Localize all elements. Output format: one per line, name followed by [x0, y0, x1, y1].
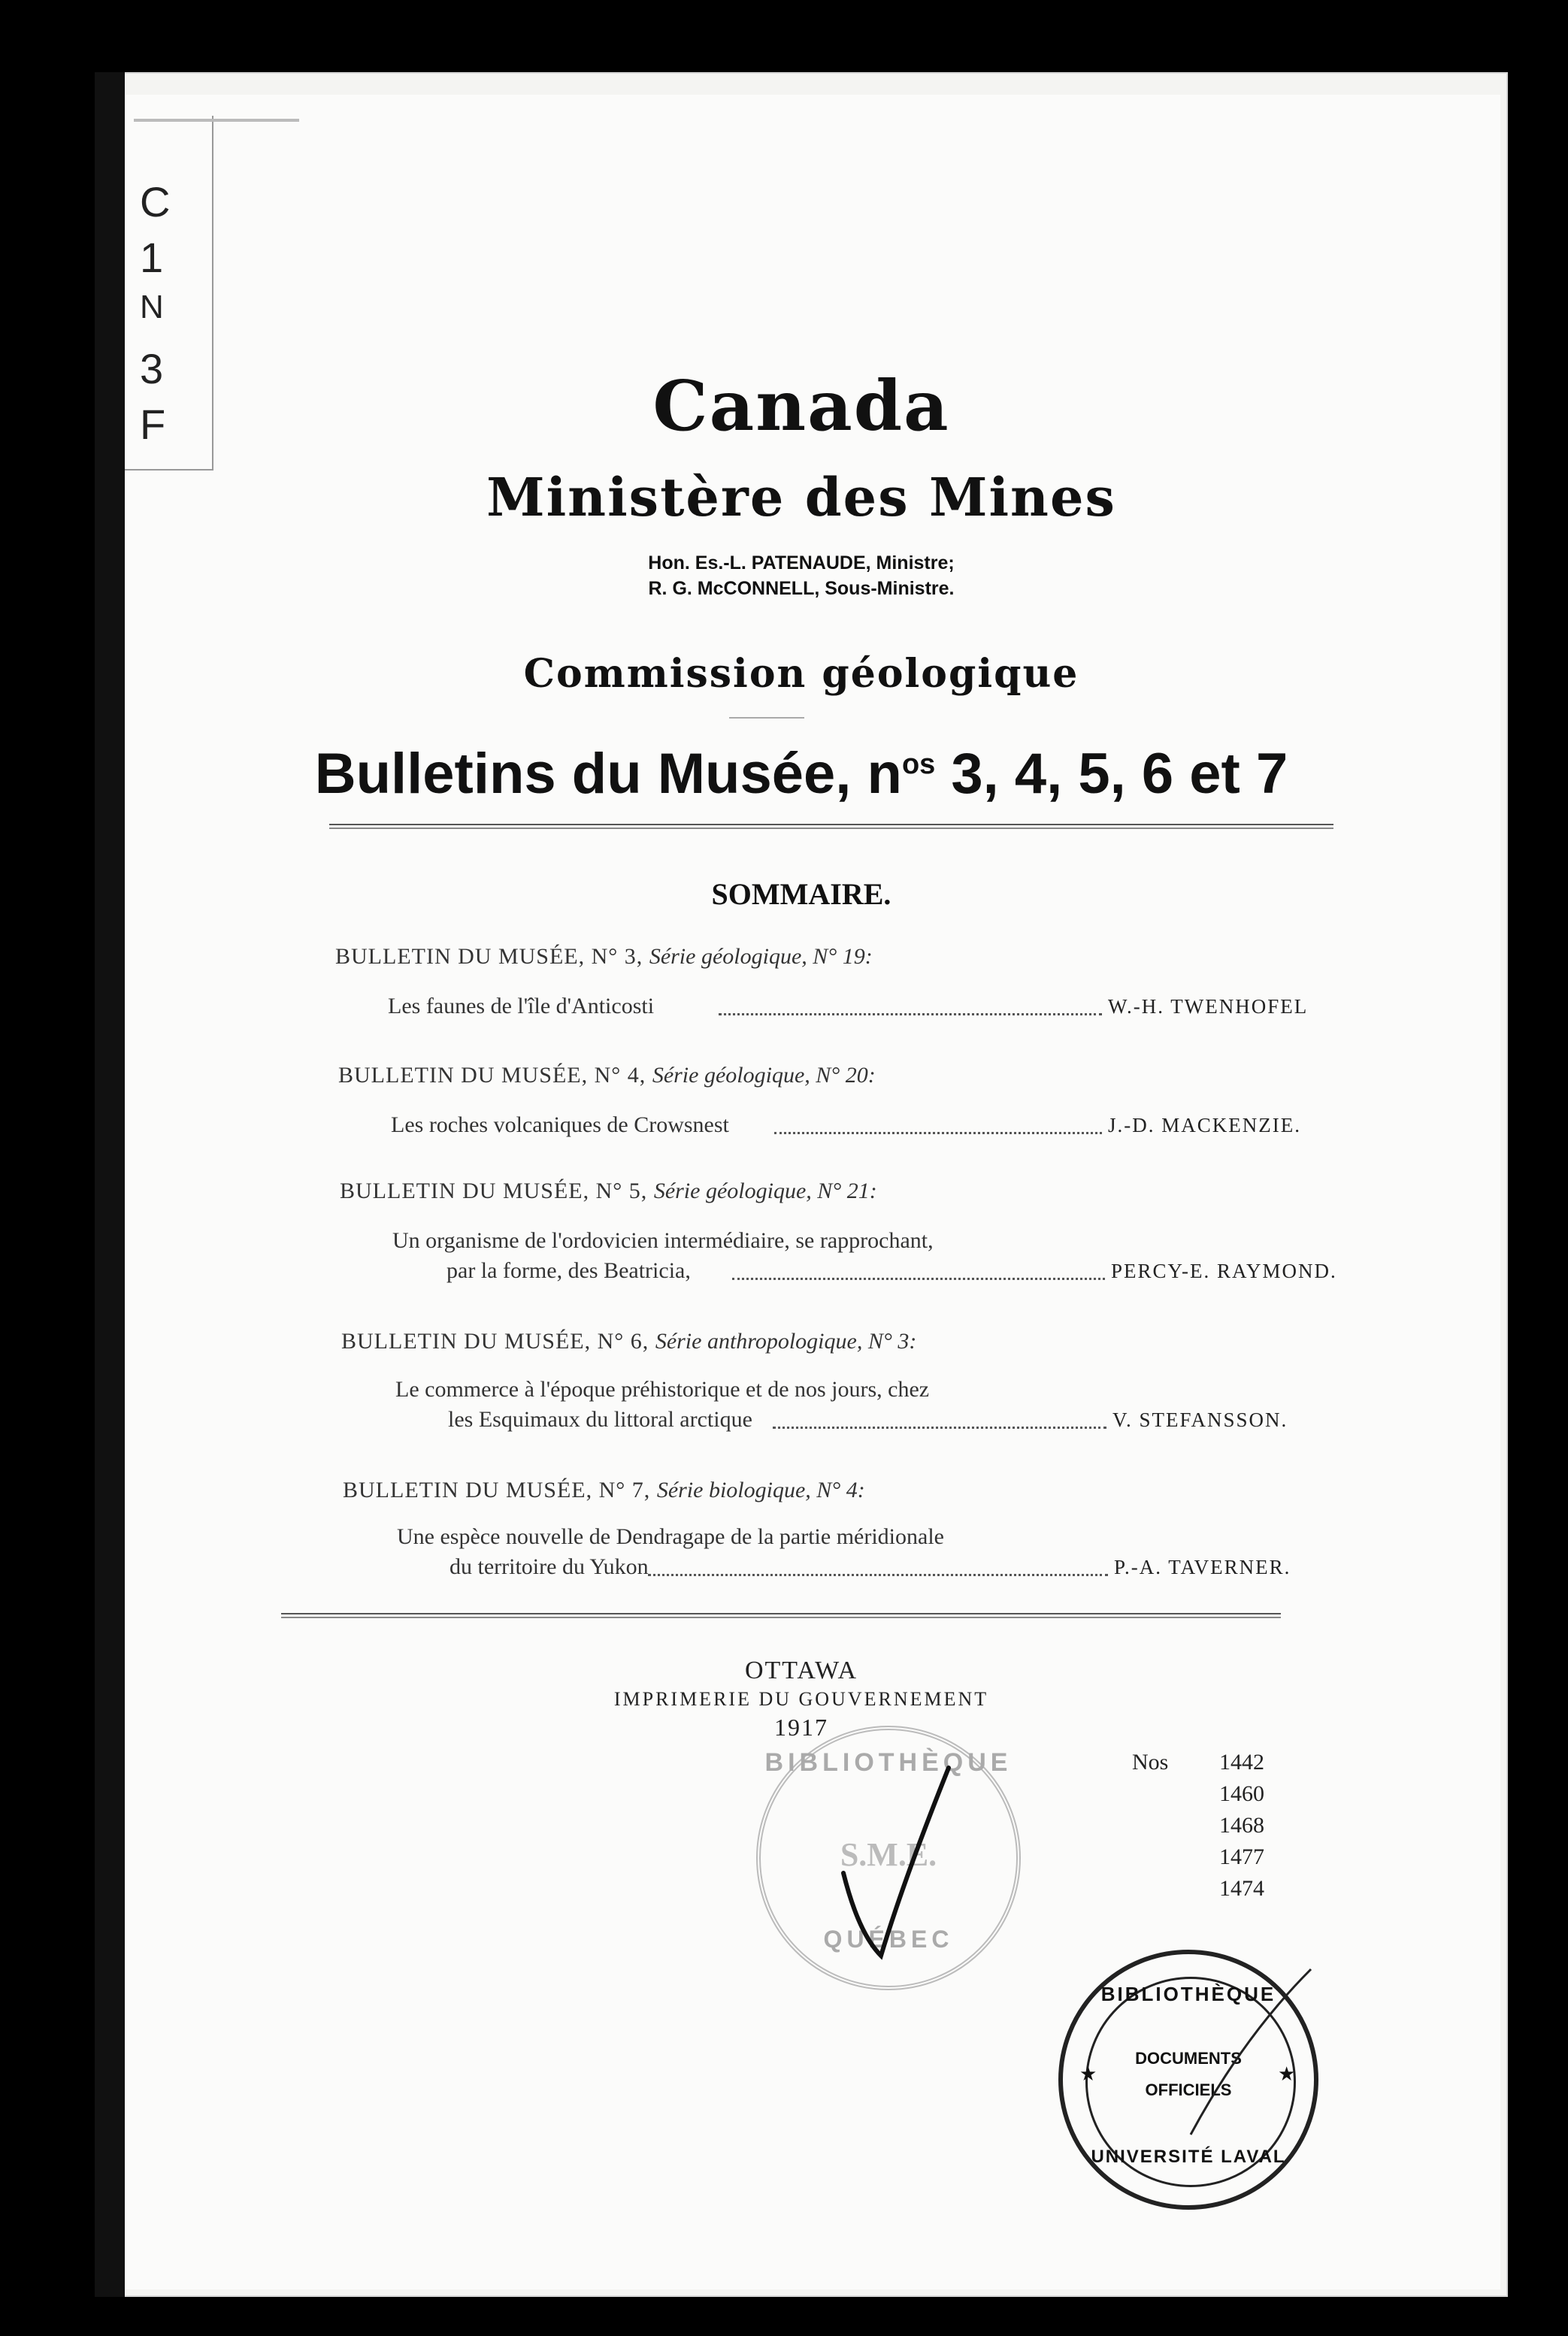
article-title: Le commerce à l'époque préhistorique et de nos jours, chez [395, 1377, 930, 1402]
bulletin-label: BULLETIN DU MUSÉE, N° 5, [340, 1179, 654, 1203]
stamp-center-text: S.M.E. [840, 1836, 937, 1873]
official-deputy-minister: R. G. McCONNELL, Sous-Ministre. [648, 578, 955, 599]
tab-top-edge [134, 119, 299, 122]
article-author: V. STEFANSSON. [1112, 1409, 1288, 1431]
bulletin-label: BULLETIN DU MUSÉE, N° 6, [341, 1329, 655, 1354]
leader-dots [732, 1278, 1105, 1280]
leader-dots [774, 1132, 1102, 1134]
call-number-char: 3 [140, 345, 164, 392]
short-divider [729, 717, 804, 719]
publication-title-numbers: 3, 4, 5, 6 et 7 [935, 742, 1288, 806]
bulletin-series: Série géologique, N° 21: [653, 1179, 877, 1203]
bulletin-label: BULLETIN DU MUSÉE, N° 3, [335, 944, 649, 969]
stamp-bottom-text: UNIVERSITÉ LAVAL [1091, 2147, 1286, 2167]
imprint-printer: IMPRIMERIE DU GOUVERNEMENT [613, 1688, 989, 1710]
stamp-line-1: DOCUMENTS [1135, 2049, 1242, 2068]
article-title-continued: par la forme, des Beatricia, [446, 1258, 691, 1283]
summary-heading: SOMMAIRE. [711, 877, 891, 911]
article-title: Les faunes de l'île d'Anticosti [388, 994, 655, 1018]
leader-dots [773, 1427, 1106, 1429]
stamp-line-2: OFFICIELS [1145, 2080, 1232, 2099]
document-number: 1474 [1219, 1876, 1264, 1901]
document-number: 1477 [1219, 1844, 1264, 1869]
bulletin-series: Série biologique, N° 4: [656, 1478, 865, 1502]
bulletin-series: Série anthropologique, N° 3: [655, 1329, 917, 1354]
country-title: Canada [652, 365, 950, 446]
star-icon: ★ [1079, 2062, 1097, 2085]
call-number-char: 1 [140, 234, 164, 281]
imprint-year: 1917 [774, 1714, 828, 1741]
double-rule-top [329, 824, 1333, 829]
commission-title: Commission géologique [523, 651, 1079, 697]
bulletin-heading [343, 1478, 865, 1503]
publication-title-main: Bulletins du Musée, n [314, 742, 902, 806]
imprint-city: OTTAWA [744, 1657, 858, 1684]
bulletin-heading [338, 1063, 876, 1088]
double-rule-bottom [281, 1613, 1281, 1618]
pen-stroke-icon [1131, 1947, 1326, 2157]
stamp-top-text: BIBLIOTHÈQUE [1100, 1983, 1276, 2005]
document-number: 1460 [1219, 1781, 1264, 1806]
article-title: Un organisme de l'ordovicien intermédiaire, se rapprochant, [392, 1228, 934, 1253]
article-author: P.-A. TAVERNER. [1114, 1556, 1291, 1578]
numbers-prefix: Nos [1132, 1750, 1169, 1775]
officials-block [95, 550, 1508, 601]
ministry-title: Ministère des Mines [486, 466, 1116, 528]
call-number-char: C [140, 178, 171, 225]
stamp-bottom-text: QUÉBEC [823, 1926, 954, 1953]
bulletin-heading [335, 944, 873, 970]
document-number: 1468 [1219, 1813, 1264, 1838]
article-title-continued: du territoire du Yukon [450, 1554, 649, 1579]
leader-dots [719, 1013, 1102, 1015]
official-minister: Hon. Es.-L. PATENAUDE, Ministre; [648, 552, 955, 573]
article-title: Une espèce nouvelle de Dendragape de la partie méridionale [397, 1524, 944, 1549]
article-title: Les roches volcaniques de Crowsnest [391, 1112, 729, 1137]
article-author: W.-H. TWENHOFEL [1108, 995, 1309, 1018]
document-number: 1442 [1219, 1750, 1264, 1775]
library-stamp-laval [1058, 1950, 1318, 2210]
star-icon: ★ [1278, 2062, 1296, 2085]
bulletin-heading [340, 1179, 877, 1204]
bulletin-heading [341, 1329, 916, 1354]
library-stamp-sme [756, 1726, 1021, 1990]
publication-title-superscript: os [901, 749, 936, 780]
leader-dots [648, 1574, 1108, 1576]
bulletin-series: Série géologique, N° 20: [652, 1063, 876, 1088]
bulletin-label: BULLETIN DU MUSÉE, N° 7, [343, 1478, 657, 1502]
stamp-top-text: BIBLIOTHÈQUE [764, 1748, 1013, 1777]
article-author: PERCY-E. RAYMOND. [1111, 1260, 1337, 1282]
publication-title [95, 741, 1508, 806]
document-sheet [95, 72, 1508, 2297]
checkmark-icon [836, 1760, 956, 1963]
bulletin-series: Série géologique, N° 19: [649, 944, 873, 969]
call-number-char: F [140, 401, 166, 448]
bulletin-label: BULLETIN DU MUSÉE, N° 4, [338, 1063, 652, 1088]
call-number-char: N [140, 289, 164, 325]
article-author: J.-D. MACKENZIE. [1108, 1114, 1301, 1136]
article-title-continued: les Esquimaux du littoral arctique [448, 1407, 752, 1432]
